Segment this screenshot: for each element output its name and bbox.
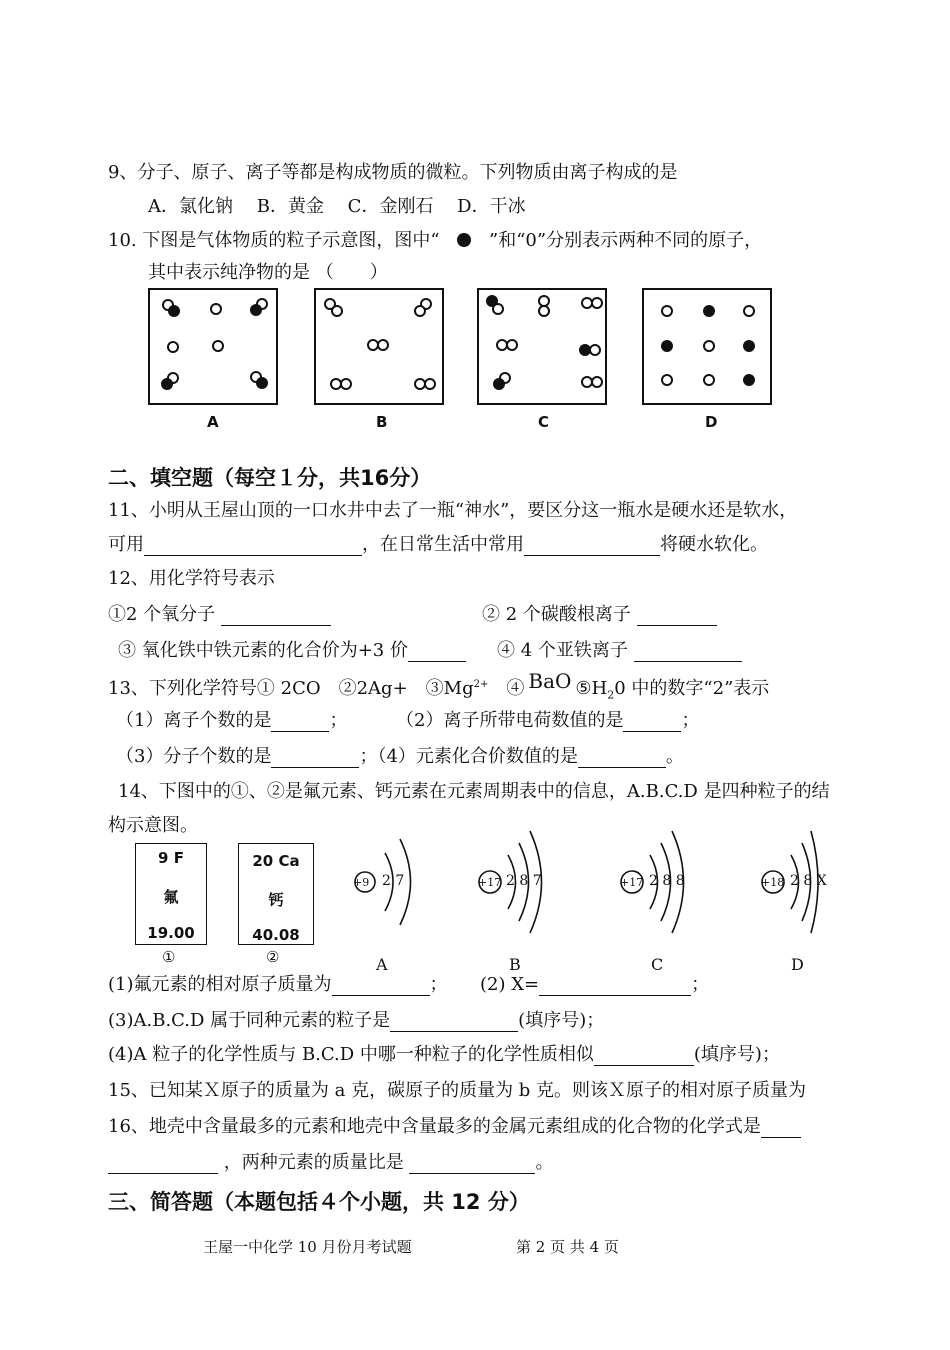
q10-stem2: 其中表示纯净物的是 （ ） [148,262,388,283]
q14-answer-4-end: (填序号)； [693,1044,780,1065]
h2-subscript: 2 [607,688,615,702]
q13-sub-2 [396,710,699,732]
q14-blank-2[interactable] [539,977,691,996]
q14-answer-1 [108,974,448,996]
q14-blank-4[interactable] [594,1047,694,1066]
fluorine-symbol: 9 F [158,849,184,867]
q13-stem-d: 0 中的数字“2”表示 [614,678,770,699]
q14-answer-3 [108,1010,604,1032]
section-3-title: 三、简答题（本题包括４个小题，共 12 分） [108,1190,530,1214]
q11-blank-2[interactable] [524,537,660,556]
q13-blank-2[interactable] [623,713,681,732]
q13-sub-1-text: （1）离子个数的是 [116,710,272,731]
q13-stem-c: ⑤H [575,678,608,699]
q12-item-3 [118,640,466,662]
box-label-a: A [207,413,219,431]
fluorine-tag: ① [162,948,176,966]
q10-stem [108,230,762,252]
box-label-b: B [376,413,388,431]
q13-stem [108,669,770,707]
element-cell-calcium [238,843,314,945]
q14-answer-3-text: (3)A.B.C.D 属于同种元素的粒子是 [108,1010,391,1031]
q10-stem-a: 10. 下图是气体物质的粒子示意图，图中“ [108,230,440,251]
q14-answer-2-end: ； [691,974,710,995]
q13-blank-1[interactable] [271,713,329,732]
atom-a-nucleus: +9 [353,876,370,889]
q13-blank-3[interactable] [271,749,359,768]
q12-item-2-text: ② 2 个碳酸根离子 [482,604,631,625]
q16-line1 [108,1116,801,1138]
mg-charge: 2+ [473,679,489,690]
q12-item-4-text: ④ 4 个亚铁离子 [497,640,628,661]
fluorine-name: 氟 [163,888,179,906]
particle-diagram [140,285,790,435]
q13-sub-3-text: （3）分子个数的是 [116,746,272,767]
q11-text-a: 可用 [108,534,144,555]
calcium-symbol: 20 Ca [252,852,300,870]
q16-blank-1a[interactable] [761,1119,801,1138]
q13-sub-4-text: ；（4）元素化合价数值的是 [359,746,578,767]
box-label-c: C [538,413,550,431]
q12-item-3-text: ③ 氧化铁中铁元素的化合价为+3 价 [118,640,408,661]
box-label-d: D [705,413,718,431]
q13-stem-b: ④ [488,678,525,699]
calcium-tag: ② [266,948,280,966]
q14-line1: 14、下图中的①、②是氟元素、钙元素在元素周期表中的信息，A.B.C.D 是四种粒子的结 [118,781,830,802]
q14-answer-2-text: (2) X= [480,974,540,995]
q12-blank-2[interactable] [637,607,717,626]
q13-blank-4[interactable] [578,749,666,768]
atom-b-nucleus: +17 [478,876,502,889]
atom-d-label: D [791,955,804,974]
atom-d-shells: 2 8 X [790,873,827,889]
q12-item-4 [497,640,742,662]
q16-line2 [108,1152,553,1174]
q9-stem: 9、分子、原子、离子等都是构成物质的微粒。下列物质由离子构成的是 [108,162,678,183]
q13-sub-2-text: （2）离子所带电荷数值的是 [396,710,624,731]
q12-item-1 [108,604,331,626]
black-dot-icon [457,233,471,247]
atom-b-shells: 2 8 7 [506,873,542,889]
calcium-mass: 40.08 [252,926,300,944]
q10-stem-b: ”和“0”分别表示两种不同的原子， [489,230,763,251]
footer-page: 第 2 页 共 4 页 [516,1238,619,1256]
footer-title: 王屋一中化学 10 月份月考试题 [203,1238,412,1256]
q13-stem-a: 13、下列化学符号① 2CO ②2Ag+ ③Mg [108,678,474,699]
q13-sub-1-end: ； [329,710,348,731]
q14-blank-3[interactable] [390,1013,518,1032]
q11-line1: 11、小明从王屋山顶的一口水井中去了一瓶“神水”，要区分这一瓶水是硬水还是软水， [108,500,798,521]
section-2-title: 二、填空题（每空１分，共16分） [108,466,432,490]
q13-sub-1 [116,710,347,732]
atom-c-nucleus: +17 [620,876,644,889]
q9-options: A．氯化钠 B．黄金 C．金刚石 D．干冰 [148,196,526,217]
atom-d-nucleus: +18 [761,876,785,889]
bao-formula: BaO [528,669,572,693]
q16-line2-end: 。 [535,1152,554,1173]
q15-text: 15、已知某Ｘ原子的质量为 a 克，碳原子的质量为 b 克。则该Ｘ原子的相对原子质量为 [108,1080,807,1101]
q11-text-c: 将硬水软化。 [660,534,768,555]
q12-blank-3[interactable] [408,643,466,662]
q14-answer-3-end: (填序号)； [518,1010,605,1031]
atom-c-label: C [651,955,664,974]
q14-answer-4-text: (4)A 粒子的化学性质与 B.C.D 中哪一种粒子的化学性质相似 [108,1044,594,1065]
q11-line2 [108,534,768,556]
fluorine-mass: 19.00 [147,924,195,942]
atom-a-shells: 2 7 [382,873,405,889]
atom-b-label: B [509,955,521,974]
q16-blank-2[interactable] [409,1155,535,1174]
q14-line2: 构示意图。 [108,815,198,836]
q12-item-1-text: ①2 个氧分子 [108,604,216,625]
q16-blank-1b[interactable] [108,1155,218,1174]
q13-sub-2-end: ； [681,710,700,731]
q12-blank-1[interactable] [221,607,331,626]
q13-sub-3-end: 。 [665,746,684,767]
q14-blank-1[interactable] [332,977,430,996]
q16-line2-text: ，两种元素的质量比是 [223,1152,404,1173]
q13-sub-3 [116,746,684,768]
atom-c-shells: 2 8 8 [649,873,685,889]
q11-text-b: ，在日常生活中常用 [362,534,524,555]
q16-line1-text: 16、地壳中含量最多的元素和地壳中含量最多的金属元素组成的化合物的化学式是 [108,1116,761,1137]
atom-structure-diagram [345,825,825,975]
atom-a-label: A [376,955,388,974]
q14-answer-1-end: ； [429,974,448,995]
q12-blank-4[interactable] [634,643,742,662]
q12-item-2 [482,604,717,626]
element-cell-fluorine [135,843,207,945]
q14-answer-4 [108,1044,780,1066]
q14-answer-2 [480,974,709,996]
q11-blank-1[interactable] [144,537,362,556]
q14-answer-1-text: (1)氟元素的相对原子质量为 [108,974,332,995]
calcium-name: 钙 [268,891,284,909]
q12-stem: 12、用化学符号表示 [108,568,275,589]
